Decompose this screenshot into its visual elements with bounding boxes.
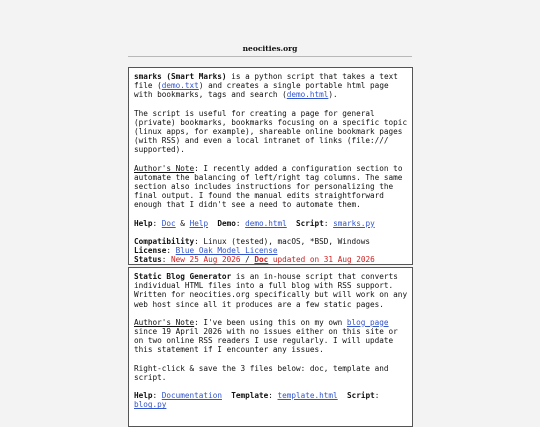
blog-note-label: Author's Note xyxy=(134,317,195,327)
smarks-demo-link[interactable]: demo.html xyxy=(245,218,287,228)
blog-doc-link[interactable]: Documentation xyxy=(161,391,222,401)
smarks-doc-link[interactable]: Doc xyxy=(161,218,176,228)
smarks-intro-text: is a python script that takes a text file ( xyxy=(134,72,398,91)
smarks-intro-text-2: ) and creates a single portable html page with bookmarks, tags and search ( xyxy=(134,81,389,100)
smarks-demo-label: Demo xyxy=(217,218,236,228)
smarks-note-text: : I recently added a configuration section to automate the balancing of left/right tag columns. The same section also includes instructions for personalizing the final output. I found the manual edits straightforward enough that I didn't see a need to automate them. xyxy=(134,163,403,210)
blog-template-link[interactable]: template.html xyxy=(277,391,338,401)
smarks-title: smarks (Smart Marks) xyxy=(134,72,227,81)
smarks-compat-text: : Linux (tested), macOS, *BSD, Windows xyxy=(194,236,371,246)
blog-intro xyxy=(134,272,408,309)
smarks-script-link[interactable]: smarks.py xyxy=(333,218,375,228)
blog-note-text: : I've been using this on my own xyxy=(194,317,347,327)
demo-txt-link[interactable]: demo.txt xyxy=(161,81,199,91)
smarks-status-label: Status xyxy=(134,255,162,265)
site-header xyxy=(0,0,540,56)
blog-author-note xyxy=(134,318,408,355)
blog-script-label: Script xyxy=(346,391,375,401)
status-updated: updated on 31 Aug 2026 xyxy=(268,255,375,265)
smarks-license-label: License xyxy=(134,246,167,256)
blog-script-link[interactable]: blog.py xyxy=(134,400,167,410)
smarks-author-note xyxy=(134,164,408,210)
blog-links-row: Help: Documentation Template: template.html Script: blog.py xyxy=(134,391,380,410)
blog-help-label: Help xyxy=(134,391,153,401)
smarks-compat-label: Compatibility xyxy=(134,236,195,246)
blog-title: Static Blog Generator xyxy=(134,272,232,281)
smarks-note-label: Author's Note xyxy=(134,163,195,173)
smarks-links-row: Help: Doc & Help Demo: demo.html Script: smarks.py xyxy=(134,218,375,228)
smarks-status-row: Status: New 25 Aug 2026 / Doc updated on 31 Aug 2026 xyxy=(134,255,375,265)
smarks-intro xyxy=(134,72,408,100)
header-divider xyxy=(128,56,412,57)
status-separator: / xyxy=(240,255,255,265)
smarks-compat-row xyxy=(134,237,408,246)
blog-page-link[interactable]: blog page xyxy=(346,317,389,327)
smarks-card xyxy=(128,67,413,265)
license-link[interactable]: Blue Oak Model License xyxy=(175,246,278,256)
status-new: New 25 Aug 2026 xyxy=(171,255,241,265)
status-doc-link[interactable]: Doc xyxy=(254,255,269,265)
smarks-intro-text-3: ). xyxy=(328,90,338,100)
blog-note-text-2: since 19 April 2026 with no issues either on this site or on two online RSS readers I use regularly. I will update this statement if I encounter any issues. xyxy=(134,327,398,355)
smarks-amp: & xyxy=(175,218,190,228)
smarks-script-label: Script xyxy=(296,218,324,228)
blog-generator-card xyxy=(128,267,413,427)
demo-html-link[interactable]: demo.html xyxy=(286,90,329,100)
smarks-help-label: Help xyxy=(134,218,153,228)
blog-template-label: Template xyxy=(231,391,269,401)
smarks-description: The script is useful for creating a page for general (private) bookmarks, bookmarks focusing on a specific topic (linux apps, for example), shareable online bookmark pages (with RSS) and even a local intranet of links (file:/// supported). xyxy=(134,108,408,155)
blog-intro-text: is an in-house script that converts individual HTML files into a full blog with RSS support. Written for neocities.org specifically but will work on any web host since all it produces are a few static pages. xyxy=(134,272,408,309)
smarks-help-link[interactable]: Help xyxy=(189,218,209,228)
site-title: neocities.org xyxy=(242,44,298,53)
blog-save-instructions: Right-click & save the 3 files below: doc, template and script. xyxy=(134,363,389,382)
smarks-license-row: License: Blue Oak Model License xyxy=(134,246,278,256)
